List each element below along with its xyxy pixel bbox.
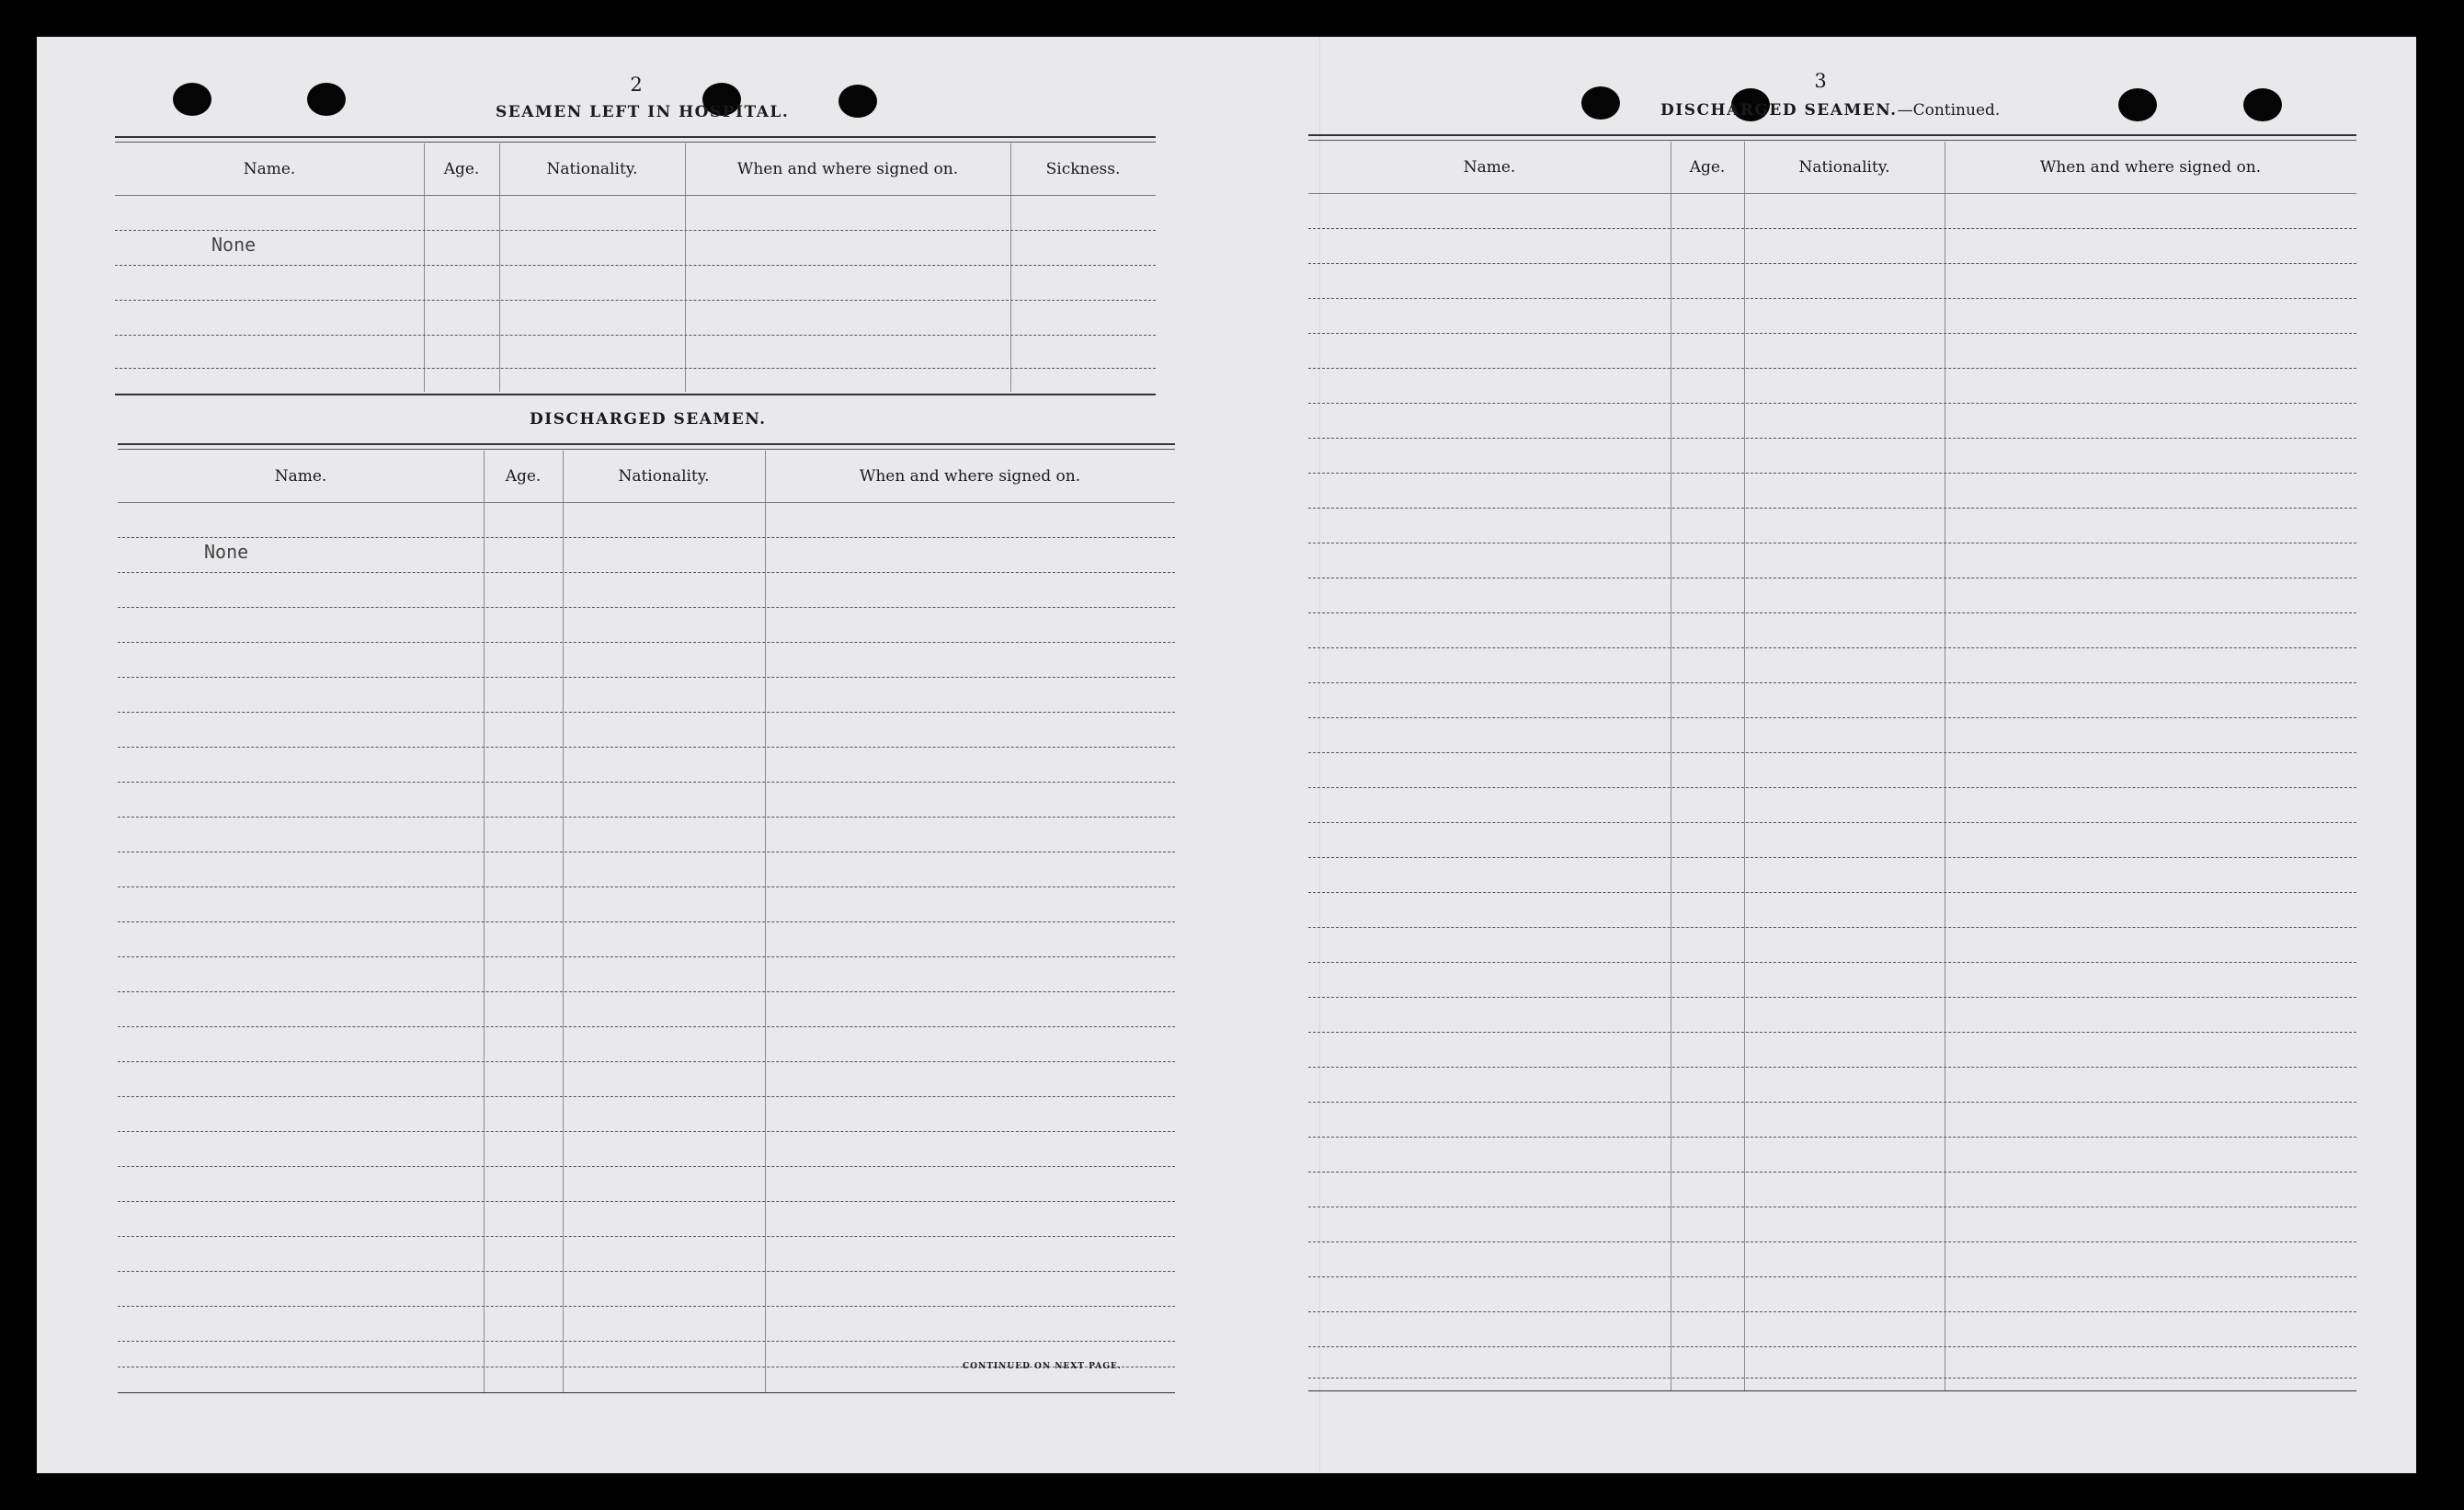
ruled-line — [1308, 333, 2356, 334]
ruled-line — [1308, 682, 2356, 683]
ruled-line — [1308, 927, 2356, 928]
title-continued: —Continued. — [1897, 101, 2001, 120]
ruled-line — [115, 230, 1156, 231]
ruled-line — [1308, 438, 2356, 439]
hospital-table — [115, 136, 1156, 432]
ruled-line — [1308, 892, 2356, 893]
ruled-line — [118, 921, 1175, 922]
ruled-line — [118, 607, 1175, 608]
punch-hole — [1581, 86, 1620, 120]
header-underline — [1308, 193, 2356, 194]
ruled-line — [1308, 1032, 2356, 1033]
ruled-line — [118, 1201, 1175, 1202]
ruled-line — [1308, 263, 2356, 264]
ruled-line — [118, 677, 1175, 678]
ruled-line — [1308, 1311, 2356, 1312]
ruled-line — [118, 1131, 1175, 1132]
column-divider — [1744, 142, 1745, 1390]
ruled-line — [1308, 508, 2356, 509]
ruled-line — [1308, 298, 2356, 299]
punch-hole — [2118, 88, 2157, 121]
header-nationality: Nationality. — [546, 160, 638, 178]
ruled-line — [118, 1061, 1175, 1062]
header-age: Age. — [443, 160, 480, 178]
column-divider — [1010, 143, 1011, 392]
ruled-line — [1308, 717, 2356, 718]
column-divider — [424, 143, 425, 392]
ruled-line — [1308, 368, 2356, 369]
ruled-line — [118, 712, 1175, 713]
header-sickness: Sickness. — [1045, 160, 1121, 178]
ruled-line — [118, 572, 1175, 573]
header-name: Name. — [243, 160, 296, 178]
ruled-line — [115, 300, 1156, 301]
ruled-line — [1308, 228, 2356, 229]
ruled-line — [118, 1096, 1175, 1097]
header-age: Age. — [1689, 158, 1726, 177]
ruled-line — [118, 1341, 1175, 1342]
table-bottom-rule — [1308, 1390, 2356, 1391]
ruled-line — [118, 782, 1175, 783]
ruled-line — [118, 642, 1175, 643]
ruled-line — [118, 1236, 1175, 1237]
column-divider — [499, 143, 500, 392]
ruled-line — [118, 1271, 1175, 1272]
table-bottom-rule — [118, 1392, 1175, 1393]
table-top-rule — [118, 449, 1175, 450]
ruled-line — [118, 1306, 1175, 1307]
ruled-line — [1308, 752, 2356, 753]
ruled-line — [1308, 1346, 2356, 1347]
header-when-where: When and where signed on. — [2039, 158, 2262, 177]
table-top-rule — [1308, 134, 2356, 136]
punch-hole — [307, 83, 346, 116]
table-bottom-rule — [115, 394, 1156, 395]
ruled-line — [1308, 612, 2356, 613]
table-top-rule — [1308, 140, 2356, 141]
header-name: Name. — [274, 467, 327, 486]
ruled-line — [1308, 403, 2356, 404]
hospital-section-title: SEAMEN LEFT IN HOSPITAL. — [496, 103, 790, 121]
ruled-line — [118, 817, 1175, 818]
discharged-section-title: DISCHARGED SEAMEN. — [530, 410, 767, 429]
header-when-where: When and where signed on. — [736, 160, 959, 178]
header-when-where: When and where signed on. — [859, 467, 1081, 486]
ruled-line — [115, 368, 1156, 369]
header-name: Name. — [1463, 158, 1516, 177]
ruled-line — [115, 265, 1156, 266]
ruled-line — [1308, 822, 2356, 823]
column-divider — [685, 143, 686, 392]
ruled-line — [1308, 1172, 2356, 1173]
header-age: Age. — [505, 467, 542, 486]
ruled-line — [115, 335, 1156, 336]
discharged-continued-title — [1660, 101, 2000, 120]
ruled-line — [1308, 473, 2356, 474]
ruled-line — [1308, 997, 2356, 998]
ruled-line — [1308, 647, 2356, 648]
table-top-rule — [115, 142, 1156, 143]
header-underline — [115, 195, 1156, 196]
title-text: DISCHARGED SEAMEN. — [1660, 101, 1898, 120]
continued-note: CONTINUED ON NEXT PAGE. — [963, 1362, 1122, 1371]
ruled-line — [118, 1026, 1175, 1027]
ruled-line — [1308, 1067, 2356, 1068]
page-number-right: 3 — [1814, 70, 1827, 92]
ledger-sheet — [37, 37, 2416, 1473]
ruled-line — [1308, 1276, 2356, 1277]
punch-hole — [2243, 88, 2282, 121]
discharged-table-right — [1308, 134, 2356, 1394]
punch-hole — [838, 85, 877, 118]
ruled-line — [1308, 1241, 2356, 1242]
hospital-entry-none: None — [211, 234, 257, 256]
discharged-entry-none: None — [204, 541, 249, 563]
punch-hole — [173, 83, 211, 116]
ruled-line — [118, 537, 1175, 538]
ruled-line — [1308, 857, 2356, 858]
ruled-line — [118, 956, 1175, 957]
table-top-rule — [115, 136, 1156, 138]
page-number-left: 2 — [630, 74, 643, 96]
header-nationality: Nationality. — [1798, 158, 1890, 177]
ruled-line — [118, 991, 1175, 992]
ruled-line — [118, 1166, 1175, 1167]
ruled-line — [118, 747, 1175, 748]
ruled-line — [1308, 787, 2356, 788]
header-underline — [118, 502, 1175, 503]
header-nationality: Nationality. — [618, 467, 710, 486]
table-top-rule — [118, 443, 1175, 445]
ruled-line — [1308, 1102, 2356, 1103]
ruled-line — [1308, 1137, 2356, 1138]
ruled-line — [1308, 962, 2356, 963]
discharged-table-left — [118, 443, 1175, 1400]
